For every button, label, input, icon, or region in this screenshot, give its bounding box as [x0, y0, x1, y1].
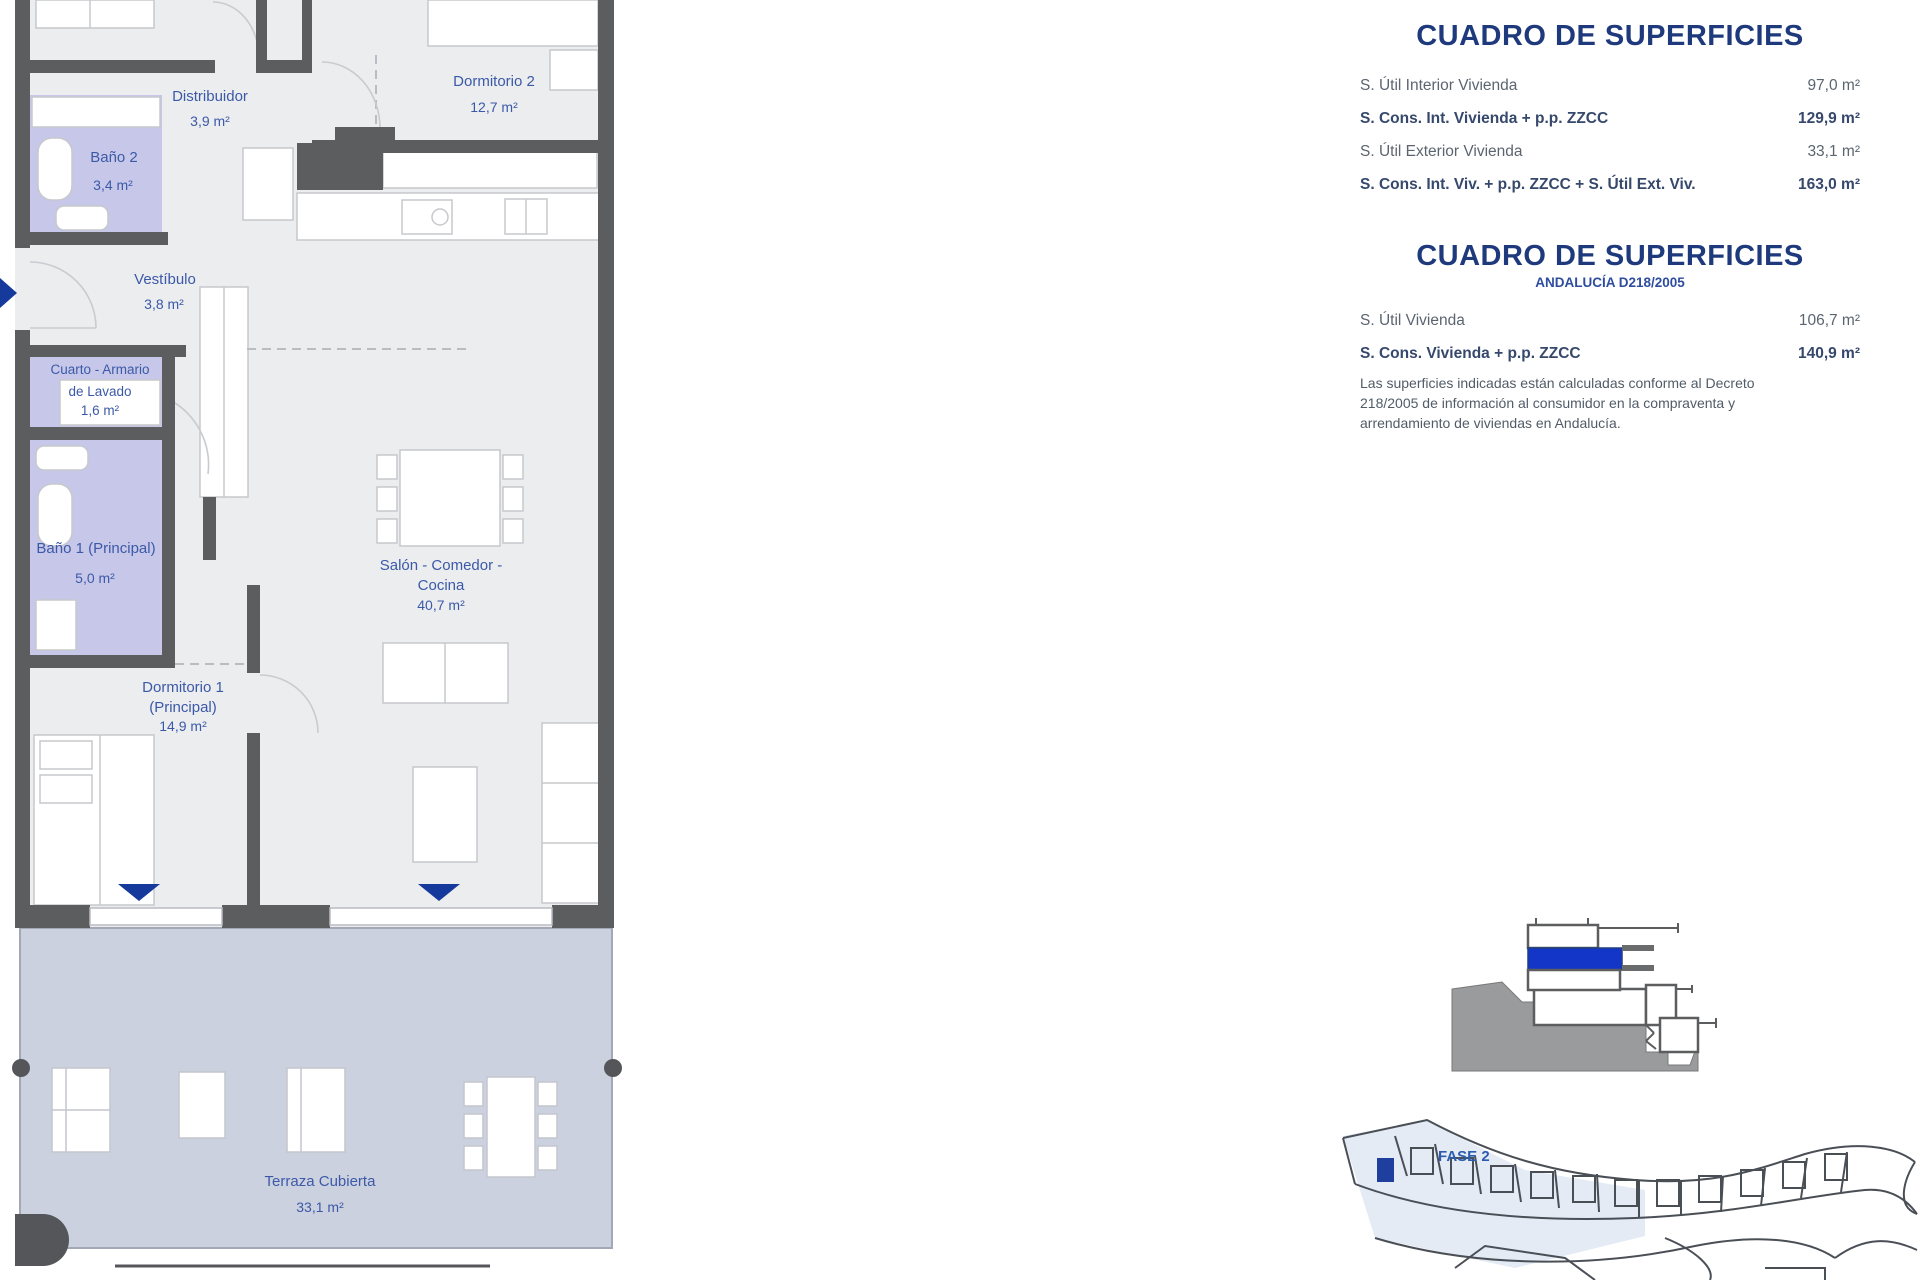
row-label: S. Útil Exterior Vivienda [1360, 143, 1523, 160]
table-row [1360, 304, 1860, 337]
label-dormitorio2: Dormitorio 2 [453, 73, 535, 90]
phase-label: FASE 2 [1438, 1148, 1490, 1165]
label-dormitorio1-2: (Principal) [149, 699, 217, 716]
label-salon-2: Cocina [417, 577, 465, 594]
legal-note-line: arrendamiento de viviendas en Andalucía. [1360, 415, 1621, 431]
area-dormitorio1: 14,9 m² [159, 718, 207, 734]
label-bano2: Baño 2 [90, 149, 138, 166]
legal-note-line: Las superficies indicadas están calculadas conforme al Decreto [1360, 375, 1755, 391]
terrace-post-left [12, 1059, 30, 1077]
row-value: 97,0 m² [1807, 77, 1860, 94]
highlighted-floor [1528, 948, 1622, 970]
label-distribuidor: Distribuidor [172, 88, 248, 105]
surface-table-andalucia-title: CUADRO DE SUPERFICIES [1416, 240, 1804, 272]
building-section-diagram [1440, 905, 1730, 1075]
site-plan [1335, 1118, 1920, 1280]
surface-table-main-title: CUADRO DE SUPERFICIES [1416, 20, 1804, 52]
area-terraza: 33,1 m² [296, 1199, 344, 1215]
row-label: S. Cons. Int. Viv. + p.p. ZZCC + S. Útil Ext. Viv. [1360, 176, 1696, 193]
label-vestibulo: Vestíbulo [134, 271, 196, 288]
table-row [1360, 135, 1860, 168]
table-row [1360, 102, 1860, 135]
area-salon: 40,7 m² [417, 597, 465, 613]
area-dormitorio2: 12,7 m² [470, 99, 518, 115]
row-label: S. Útil Vivienda [1360, 312, 1465, 329]
terrace-planter [15, 1214, 69, 1266]
surface-table-main [1360, 20, 1860, 201]
surface-table-andalucia-subtitle: ANDALUCÍA D218/2005 [1535, 275, 1685, 290]
table-row [1360, 168, 1860, 201]
table-row [1360, 69, 1860, 102]
label-salon-1: Salón - Comedor - [379, 557, 503, 574]
area-vestibulo: 3,8 m² [144, 296, 184, 312]
row-label: S. Cons. Int. Vivienda + p.p. ZZCC [1360, 110, 1609, 127]
table-row [1360, 337, 1860, 370]
label-terraza: Terraza Cubierta [264, 1173, 376, 1190]
row-value: 106,7 m² [1798, 312, 1860, 329]
row-value: 33,1 m² [1807, 143, 1860, 160]
legal-note-line: 218/2005 de información al consumidor en la compraventa y [1360, 395, 1736, 411]
label-lavado-1: Cuarto - Armario [50, 362, 150, 377]
label-lavado-2: de Lavado [68, 384, 132, 399]
legal-note [1360, 373, 1860, 433]
area-bano2: 3,4 m² [93, 177, 133, 193]
row-value: 140,9 m² [1797, 345, 1860, 362]
terrace-post-right [604, 1059, 622, 1077]
section-building [1528, 918, 1678, 990]
entrance-arrow [0, 278, 17, 308]
floor-plan [0, 0, 640, 1280]
highlighted-unit-marker [1377, 1158, 1394, 1182]
row-value: 163,0 m² [1797, 176, 1860, 193]
label-dormitorio1-1: Dormitorio 1 [142, 679, 224, 696]
row-label: S. Cons. Vivienda + p.p. ZZCC [1360, 345, 1581, 362]
label-bano1: Baño 1 (Principal) [36, 540, 156, 557]
area-bano1: 5,0 m² [75, 570, 115, 586]
row-value: 129,9 m² [1797, 110, 1860, 127]
terrace [12, 928, 622, 1266]
area-lavado: 1,6 m² [80, 403, 120, 418]
row-label: S. Útil Interior Vivienda [1360, 77, 1518, 94]
surface-table-andalucia [1360, 240, 1860, 433]
area-distribuidor: 3,9 m² [190, 113, 230, 129]
